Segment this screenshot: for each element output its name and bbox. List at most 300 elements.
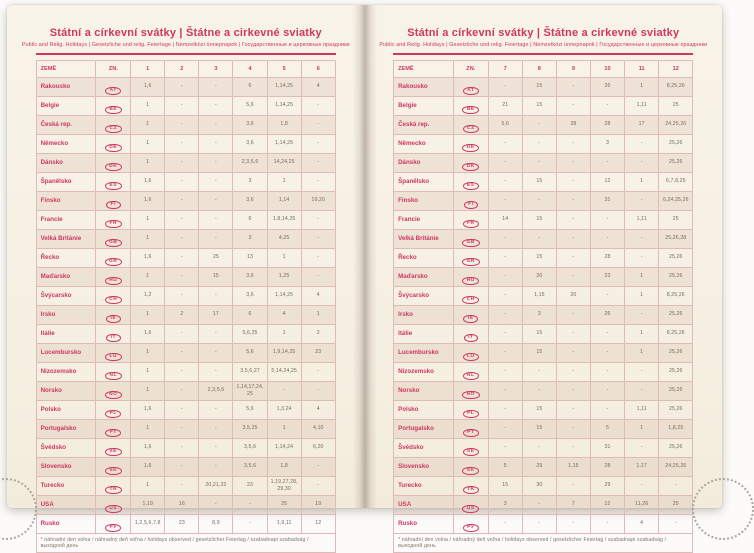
country-code-cell <box>96 381 131 400</box>
country-code-badge: SE <box>463 448 480 457</box>
country-name-cell: Nizozemsko <box>394 362 454 381</box>
holiday-days-cell: 28 <box>590 115 624 134</box>
holiday-days-cell: - <box>488 305 522 324</box>
holiday-days-cell: 1 <box>625 343 659 362</box>
country-code-cell <box>96 248 131 267</box>
holiday-days-cell: 5,​6,​25 <box>233 324 267 343</box>
holiday-days-cell: - <box>488 286 522 305</box>
table-row <box>36 286 335 305</box>
holiday-days-cell: 28 <box>590 248 624 267</box>
holiday-days-cell: 25,​26 <box>659 362 693 381</box>
holiday-days-cell: - <box>165 96 199 115</box>
country-name-cell: Finsko <box>394 191 454 210</box>
column-header-month: 4 <box>233 60 267 77</box>
column-header-month: 2 <box>165 60 199 77</box>
right-page <box>365 5 723 549</box>
holiday-days-cell: 1,​6 <box>131 457 165 476</box>
holiday-days-cell: 4 <box>301 286 335 305</box>
holiday-days-cell: 1 <box>131 343 165 362</box>
country-name-cell: Nizozemsko <box>36 362 96 381</box>
holiday-days-cell: - <box>556 419 590 438</box>
table-row <box>36 191 335 210</box>
holiday-days-cell: 1 <box>625 419 659 438</box>
table-row <box>394 153 693 172</box>
holiday-days-cell: - <box>522 153 556 172</box>
holiday-days-cell: 3,​6 <box>233 267 267 286</box>
holiday-days-cell: - <box>625 134 659 153</box>
holiday-days-cell: - <box>556 438 590 457</box>
holiday-days-cell: 12 <box>590 495 624 514</box>
holiday-days-cell: - <box>165 476 199 495</box>
country-name-cell: USA <box>36 495 96 514</box>
page-subtitle: Public and Relig. Holidays | Gesetzliche und relig. Feiertage | Nemzetközi ünnepnapok | Государственные и церковные праздники <box>21 42 350 48</box>
diary-spread <box>7 5 722 549</box>
country-name-cell: Švédsko <box>394 438 454 457</box>
holiday-days-cell: 8,​9 <box>199 514 233 533</box>
holiday-days-cell: 1 <box>131 134 165 153</box>
table-row <box>394 77 693 96</box>
country-code-badge: IE <box>106 315 121 324</box>
holiday-days-cell: 3,​5,​6 <box>233 457 267 476</box>
holiday-days-cell: 28 <box>556 115 590 134</box>
holiday-days-cell: - <box>165 362 199 381</box>
country-code-badge: DK <box>105 163 122 172</box>
holiday-days-cell: 1,​14,​17,​24,​25 <box>233 381 267 400</box>
holiday-days-cell: - <box>488 343 522 362</box>
holiday-days-cell: - <box>625 191 659 210</box>
country-code-cell <box>96 229 131 248</box>
country-code-cell <box>96 115 131 134</box>
holiday-days-cell: - <box>233 495 267 514</box>
table-row <box>36 305 335 324</box>
holiday-days-cell: 1 <box>625 172 659 191</box>
country-name-cell: Švédsko <box>36 438 96 457</box>
country-code-badge: AT <box>463 87 479 96</box>
holiday-days-cell: 20 <box>522 267 556 286</box>
holiday-days-cell: - <box>625 438 659 457</box>
country-code-badge: CH <box>462 296 479 305</box>
holiday-days-cell: 25,​26 <box>659 267 693 286</box>
holiday-days-cell: - <box>488 191 522 210</box>
holiday-days-cell: - <box>522 229 556 248</box>
holiday-days-cell: 15 <box>522 77 556 96</box>
holiday-days-cell: - <box>165 134 199 153</box>
column-header-month: 8 <box>522 60 556 77</box>
holiday-days-cell: 25,​26 <box>659 248 693 267</box>
holiday-days-cell: - <box>165 172 199 191</box>
table-row <box>36 134 335 153</box>
holiday-days-cell: - <box>488 267 522 286</box>
holiday-days-cell: - <box>199 115 233 134</box>
holiday-days-cell: 6 <box>233 77 267 96</box>
country-code-cell <box>453 438 488 457</box>
table-row <box>394 305 693 324</box>
country-code-badge: NL <box>463 372 480 381</box>
country-code-cell <box>453 362 488 381</box>
country-code-badge: NL <box>105 372 122 381</box>
country-code-cell <box>453 172 488 191</box>
holiday-days-cell: 25,​26,​28 <box>659 229 693 248</box>
country-code-cell <box>96 96 131 115</box>
holiday-days-cell: 24,​25,​26 <box>659 115 693 134</box>
holiday-days-cell: - <box>199 286 233 305</box>
holiday-days-cell: 25,​26 <box>659 400 693 419</box>
holiday-days-cell: 25 <box>199 248 233 267</box>
country-code-badge: FI <box>106 201 120 210</box>
country-code-cell <box>96 438 131 457</box>
page-title: Státní a církevní svátky | Štátne a cirkevné sviatky <box>49 27 322 39</box>
holiday-days-cell: - <box>590 362 624 381</box>
country-code-badge: FR <box>105 220 122 229</box>
holiday-days-cell: - <box>522 438 556 457</box>
holiday-days-cell: 1,​6 <box>131 438 165 457</box>
holiday-days-cell: 1,​14,​24 <box>267 438 301 457</box>
holiday-days-cell: - <box>199 134 233 153</box>
country-name-cell: Francie <box>36 210 96 229</box>
holiday-days-cell: - <box>488 229 522 248</box>
holiday-days-cell: - <box>301 96 335 115</box>
country-code-cell <box>453 115 488 134</box>
country-code-badge: РУ <box>463 524 479 533</box>
country-name-cell: Polsko <box>394 400 454 419</box>
holiday-days-cell: 1,​2 <box>131 286 165 305</box>
holiday-days-cell: 15 <box>199 267 233 286</box>
holiday-days-cell: 1 <box>131 267 165 286</box>
holiday-days-cell: - <box>165 210 199 229</box>
column-header-month: 5 <box>267 60 301 77</box>
holiday-days-cell: - <box>301 229 335 248</box>
holiday-days-cell: - <box>301 153 335 172</box>
holiday-days-cell: 1,​6 <box>131 191 165 210</box>
holiday-days-cell: 1,​6 <box>131 324 165 343</box>
table-row <box>36 324 335 343</box>
holiday-days-cell: 24,​25,​26 <box>659 457 693 476</box>
holiday-days-cell: 2,​3,​5,​6 <box>233 153 267 172</box>
country-code-badge: LU <box>105 353 122 362</box>
country-name-cell: Rusko <box>394 514 454 533</box>
country-name-cell: Dánsko <box>36 153 96 172</box>
holiday-days-cell: 19,​20 <box>301 191 335 210</box>
holiday-days-cell: - <box>267 381 301 400</box>
table-row <box>36 400 335 419</box>
country-code-badge: GB <box>462 239 479 248</box>
holiday-days-cell: - <box>590 210 624 229</box>
country-code-cell <box>453 343 488 362</box>
holiday-days-cell: 1 <box>625 267 659 286</box>
holiday-days-cell: 8,​25,​26 <box>659 324 693 343</box>
table-row <box>394 210 693 229</box>
table-row <box>36 495 335 514</box>
holiday-days-cell: - <box>199 77 233 96</box>
holidays-table-months-1-6 <box>36 60 336 553</box>
country-code-cell <box>96 343 131 362</box>
holiday-days-cell: 1,​25 <box>267 267 301 286</box>
holiday-days-cell: 25 <box>659 96 693 115</box>
holiday-days-cell: - <box>165 419 199 438</box>
holiday-days-cell: - <box>522 495 556 514</box>
holiday-days-cell: 12 <box>590 172 624 191</box>
holiday-days-cell: 5,​6 <box>233 343 267 362</box>
country-code-cell <box>96 514 131 533</box>
holiday-days-cell: 1,​9,​11 <box>267 514 301 533</box>
holiday-days-cell: 1 <box>131 210 165 229</box>
holiday-days-cell: - <box>233 514 267 533</box>
country-code-badge: US <box>462 505 479 514</box>
holiday-days-cell: 6,​20 <box>301 438 335 457</box>
holiday-days-cell: 2,​3,​5,​6 <box>199 381 233 400</box>
holiday-days-cell: - <box>556 229 590 248</box>
country-name-cell: Velká Británie <box>36 229 96 248</box>
holiday-days-cell: 29 <box>522 457 556 476</box>
table-row <box>394 229 693 248</box>
holiday-days-cell: - <box>199 191 233 210</box>
holiday-days-cell: 7 <box>556 495 590 514</box>
country-code-badge: FR <box>463 220 480 229</box>
table-row <box>394 400 693 419</box>
holiday-days-cell: - <box>488 381 522 400</box>
country-code-badge: РУ <box>105 524 121 533</box>
country-name-cell: Rusko <box>36 514 96 533</box>
table-footnote: * náhradní den volna / náhradný deň voľna / holidays observed / gesetzlicher Feiertag / szabadnapi szabadság / выходной день <box>394 533 693 552</box>
country-name-cell: Lucembursko <box>394 343 454 362</box>
holiday-days-cell: - <box>199 324 233 343</box>
country-name-cell: Norsko <box>36 381 96 400</box>
column-header-code: ZN. <box>96 60 131 77</box>
holiday-days-cell: - <box>301 381 335 400</box>
country-code-badge: SK <box>462 467 479 476</box>
table-row <box>394 419 693 438</box>
table-row <box>394 172 693 191</box>
footnote-row <box>394 533 693 552</box>
table-row <box>36 172 335 191</box>
left-page <box>7 5 365 549</box>
country-code-cell <box>453 400 488 419</box>
country-name-cell: Švýcarsko <box>394 286 454 305</box>
country-name-cell: Rakousko <box>36 77 96 96</box>
country-name-cell: Norsko <box>394 381 454 400</box>
holiday-days-cell: - <box>301 457 335 476</box>
holiday-days-cell: - <box>199 210 233 229</box>
country-code-cell <box>453 495 488 514</box>
country-code-badge: BE <box>105 106 122 115</box>
holiday-days-cell: - <box>590 381 624 400</box>
country-code-badge: IT <box>106 334 120 343</box>
holiday-days-cell: 20 <box>556 286 590 305</box>
holiday-days-cell: 25,​26 <box>659 343 693 362</box>
holiday-days-cell: - <box>488 134 522 153</box>
holiday-days-cell: - <box>165 153 199 172</box>
holiday-days-cell: - <box>556 400 590 419</box>
holiday-days-cell: 2 <box>301 324 335 343</box>
holiday-days-cell: - <box>522 362 556 381</box>
holiday-days-cell: 3,​6 <box>233 286 267 305</box>
holiday-days-cell: - <box>625 153 659 172</box>
holiday-days-cell: 25,​26 <box>659 305 693 324</box>
holiday-days-cell: 31 <box>590 191 624 210</box>
country-name-cell: Německo <box>394 134 454 153</box>
holiday-days-cell: 1,​19,​27,​28,​29,​30 <box>267 476 301 495</box>
country-code-badge: HU <box>105 277 122 286</box>
holiday-days-cell: - <box>625 248 659 267</box>
holiday-days-cell: 3 <box>522 305 556 324</box>
holiday-days-cell: - <box>556 153 590 172</box>
holiday-days-cell: - <box>199 400 233 419</box>
table-row <box>36 77 335 96</box>
holiday-days-cell: - <box>659 476 693 495</box>
holiday-days-cell: - <box>625 476 659 495</box>
footnote-row <box>36 533 335 552</box>
country-code-badge: PT <box>105 429 121 438</box>
country-code-badge: TR <box>105 486 122 495</box>
holiday-days-cell: - <box>556 362 590 381</box>
country-code-badge: AT <box>105 87 121 96</box>
holiday-days-cell: - <box>590 343 624 362</box>
holiday-days-cell: 8,​25,​26 <box>659 286 693 305</box>
holiday-days-cell: 25,​26 <box>659 438 693 457</box>
table-row <box>394 96 693 115</box>
country-name-cell: Irsko <box>394 305 454 324</box>
holiday-days-cell: - <box>556 476 590 495</box>
country-code-badge: IE <box>463 315 478 324</box>
holiday-days-cell: - <box>556 324 590 343</box>
holiday-days-cell: 1 <box>301 305 335 324</box>
holiday-days-cell: - <box>488 514 522 533</box>
country-code-badge: PL <box>105 410 121 419</box>
country-code-cell <box>453 134 488 153</box>
holiday-days-cell: - <box>556 172 590 191</box>
holiday-days-cell: 5,​6 <box>233 400 267 419</box>
column-header-month: 9 <box>556 60 590 77</box>
country-code-cell <box>453 514 488 533</box>
country-code-cell <box>453 381 488 400</box>
holiday-days-cell: 1,​15 <box>556 457 590 476</box>
table-footnote: * náhradní den volna / náhradný deň voľna / holidays observed / gesetzlicher Feiertag / szabadnapi szabadság / выходной день <box>36 533 335 552</box>
holiday-days-cell: 23 <box>165 514 199 533</box>
holiday-days-cell: - <box>590 514 624 533</box>
table-row <box>36 438 335 457</box>
holiday-days-cell: - <box>590 286 624 305</box>
table-row <box>36 419 335 438</box>
country-name-cell: Řecko <box>394 248 454 267</box>
holiday-days-cell: 1,​6 <box>131 400 165 419</box>
holiday-days-cell: 1,​8,​14,​25 <box>267 210 301 229</box>
holiday-days-cell: 6 <box>233 305 267 324</box>
country-code-cell <box>453 324 488 343</box>
holiday-days-cell: 3 <box>233 229 267 248</box>
country-name-cell: Slovensko <box>36 457 96 476</box>
country-name-cell: Švýcarsko <box>36 286 96 305</box>
holiday-days-cell: 23 <box>233 476 267 495</box>
country-name-cell: Španělsko <box>36 172 96 191</box>
country-name-cell: Belgie <box>36 96 96 115</box>
holiday-days-cell: 1 <box>625 286 659 305</box>
column-header-month: 3 <box>199 60 233 77</box>
country-code-cell <box>96 286 131 305</box>
country-code-cell <box>96 419 131 438</box>
holiday-days-cell: - <box>488 362 522 381</box>
holiday-days-cell: - <box>301 362 335 381</box>
holiday-days-cell: 1,​2,​5,​6,​7,​8 <box>131 514 165 533</box>
table-row <box>394 286 693 305</box>
holiday-days-cell: 1,​15 <box>522 286 556 305</box>
holiday-days-cell: - <box>556 191 590 210</box>
holiday-days-cell: 5,​14,​24,​25 <box>267 362 301 381</box>
country-code-cell <box>96 210 131 229</box>
table-row <box>36 248 335 267</box>
country-code-badge: US <box>105 505 122 514</box>
country-name-cell: Finsko <box>36 191 96 210</box>
holiday-days-cell: 25 <box>659 495 693 514</box>
table-row <box>36 381 335 400</box>
table-row <box>394 343 693 362</box>
country-name-cell: Itálie <box>36 324 96 343</box>
holiday-days-cell: 1 <box>131 381 165 400</box>
country-name-cell: Maďarsko <box>36 267 96 286</box>
holiday-days-cell: - <box>165 400 199 419</box>
holiday-days-cell: - <box>590 229 624 248</box>
holiday-days-cell: 16 <box>165 495 199 514</box>
holiday-days-cell: 1 <box>131 153 165 172</box>
holiday-days-cell: 15 <box>522 343 556 362</box>
header-row <box>36 60 335 77</box>
country-code-badge: CZ <box>105 125 122 134</box>
holiday-days-cell: - <box>625 381 659 400</box>
country-code-cell <box>96 495 131 514</box>
column-header-month: 10 <box>590 60 624 77</box>
holiday-days-cell: - <box>199 362 233 381</box>
title-rule <box>36 53 336 55</box>
table-row <box>394 248 693 267</box>
holiday-days-cell: 25,​26 <box>659 134 693 153</box>
column-header-month: 1 <box>131 60 165 77</box>
holiday-days-cell: 17 <box>199 305 233 324</box>
country-name-cell: Španělsko <box>394 172 454 191</box>
holiday-days-cell: 1,​17 <box>625 457 659 476</box>
holiday-days-cell: 3,​5,​25 <box>233 419 267 438</box>
country-code-cell <box>453 229 488 248</box>
holiday-days-cell: - <box>625 229 659 248</box>
holiday-days-cell: 15 <box>522 400 556 419</box>
country-name-cell: Německo <box>36 134 96 153</box>
holiday-days-cell: - <box>301 267 335 286</box>
holiday-days-cell: - <box>522 514 556 533</box>
holiday-days-cell: 1,​3,​24 <box>267 400 301 419</box>
holiday-days-cell: - <box>199 419 233 438</box>
table-row <box>36 267 335 286</box>
holiday-days-cell: - <box>488 400 522 419</box>
holiday-days-cell: 1,​11 <box>625 400 659 419</box>
country-name-cell: Česká rep. <box>394 115 454 134</box>
holiday-days-cell: - <box>165 115 199 134</box>
holiday-days-cell: - <box>199 495 233 514</box>
table-row <box>394 191 693 210</box>
holiday-days-cell: 1,​14,​25 <box>267 286 301 305</box>
country-name-cell: Belgie <box>394 96 454 115</box>
holiday-days-cell: 6 <box>233 210 267 229</box>
country-code-badge: DK <box>462 163 479 172</box>
corner-dotted-arc-right <box>692 478 754 540</box>
country-code-badge: CH <box>105 296 122 305</box>
holiday-days-cell: 15 <box>522 324 556 343</box>
holiday-days-cell: 3,​6 <box>233 134 267 153</box>
country-code-cell <box>96 457 131 476</box>
holiday-days-cell: 3,​6 <box>233 191 267 210</box>
holiday-days-cell: 1,​14,​25 <box>267 96 301 115</box>
holiday-days-cell: 14 <box>488 210 522 229</box>
country-code-cell <box>96 134 131 153</box>
holiday-days-cell: - <box>165 229 199 248</box>
country-code-cell <box>453 457 488 476</box>
